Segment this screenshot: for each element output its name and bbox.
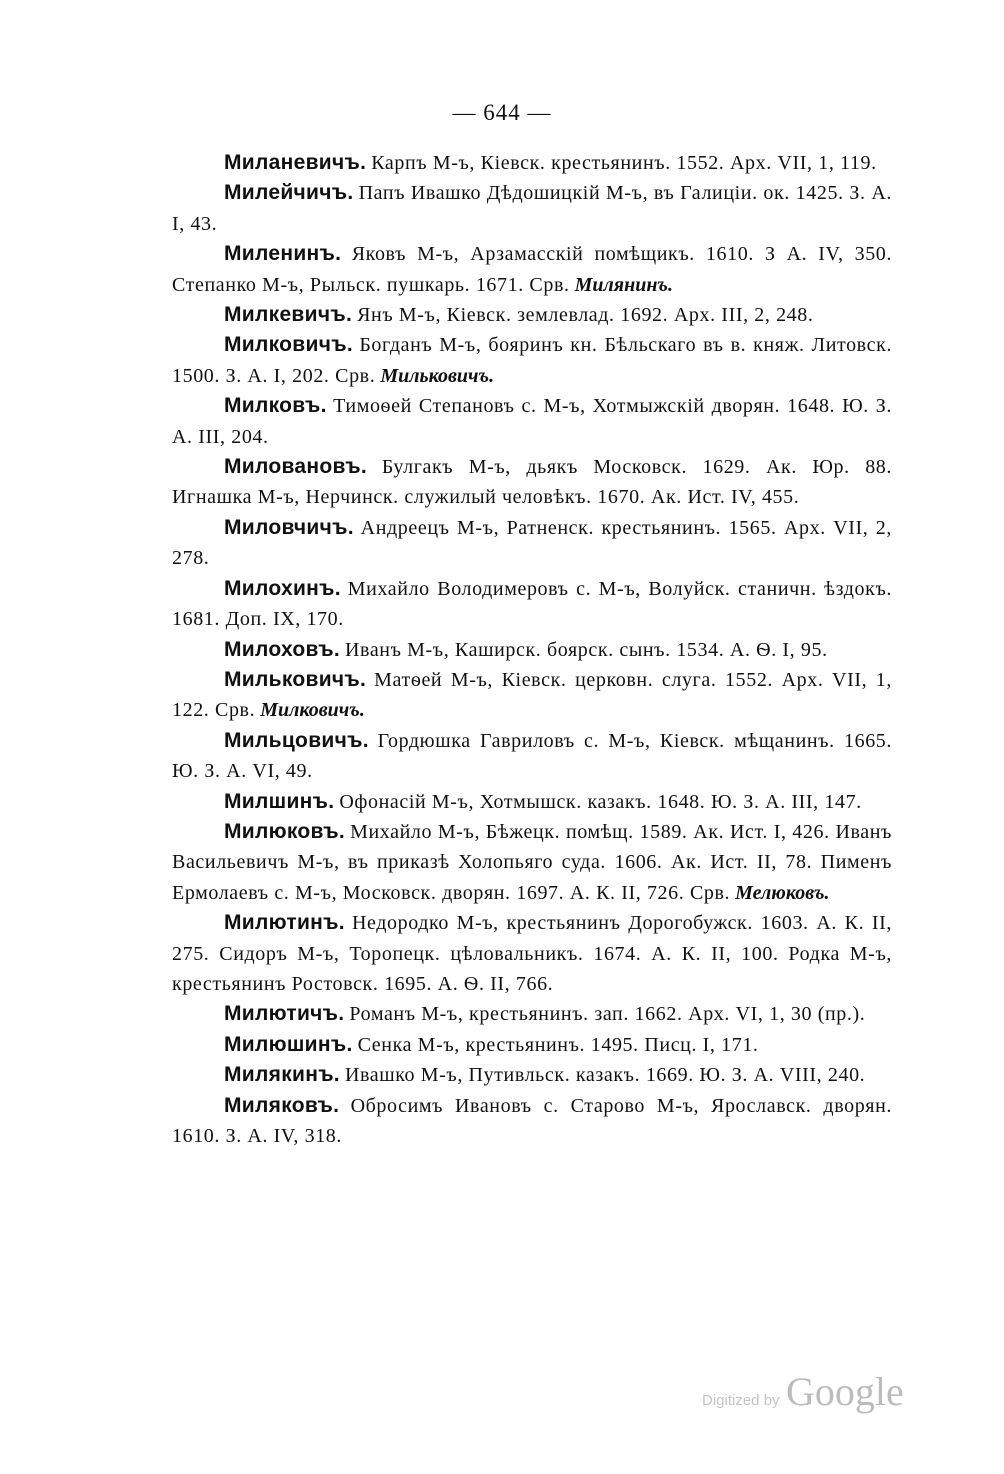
- entry-text: Иванъ М-ъ, Каширск. боярск. сынъ. 1534. А. Ѳ. I, 95.: [345, 638, 828, 661]
- page-number: — 644 —: [452, 100, 552, 125]
- entry-headword: Милюковъ.: [224, 819, 345, 843]
- entry-text: Андреецъ М-ъ, Ратненск. крестьянинъ. 1565. Арх. VII, 2, 278.: [172, 516, 892, 570]
- entry: [172, 817, 892, 908]
- entry-text: Сенка М-ъ, крестьянинъ. 1495. Писц. I, 171.: [357, 1033, 759, 1056]
- entry-headword: Милютичъ.: [224, 1002, 345, 1026]
- cross-reference: Мильковичъ.: [380, 364, 495, 387]
- entry-text: Карпъ М-ъ, Кіевск. крестьянинъ. 1552. Арх. VII, 1, 119.: [371, 152, 877, 174]
- entry-headword: Миланевичъ.: [224, 151, 367, 174]
- entry-text: Михайло Володимеровъ с. М-ъ, Волуйск. станичн. ѣздокъ. 1681. Доп. IX, 170.: [172, 577, 893, 631]
- entry-text: Михайло М-ъ, Бѣжецк. помѣщ. 1589. Ак. Ист. I, 426. Иванъ Васильевичъ М-ъ, въ приказѣ Холопьяго суда. 1606. Ак. Ист. II, 78. Пименъ Ермолаевъ с. М-ъ, Московск. дворян. 1697. А. К. II, 726. Срв.: [172, 820, 892, 904]
- entry-headword: Миловановъ.: [224, 455, 367, 479]
- entry: [172, 452, 892, 513]
- entry: [172, 300, 892, 330]
- entry-headword: Миловчичъ.: [224, 515, 354, 539]
- entry-text: Гордюшка Гавриловъ с. М-ъ, Кіевск. мѣщанинъ. 1665. Ю. З. А. VI, 49.: [172, 729, 893, 783]
- entry-headword: Милохинъ.: [224, 576, 341, 600]
- entry-text: Матѳей М-ъ, Кіевск. церковн. слуга. 1552. Арх. VII, 1, 122. Срв.: [172, 668, 893, 722]
- entry: [172, 999, 892, 1029]
- entry: [172, 148, 892, 178]
- cross-reference: Мелюковъ.: [735, 881, 830, 904]
- entry-text: Недородко М-ъ, крестьянинъ Дорогобужск. 1603. А. К. II, 275. Сидоръ М-ъ, Торопецк. цѣловальникъ. 1674. А. К. II, 100. Родка М-ъ, крестьянинъ Ростовск. 1695. А. Ѳ. II, 766.: [172, 912, 893, 995]
- entry-headword: Милякинъ.: [224, 1063, 340, 1087]
- entry-headword: Милоховъ.: [224, 637, 340, 661]
- entry-text: Офонасій М-ъ, Хотмышск. казакъ. 1648. Ю. З. А. III, 147.: [339, 790, 862, 813]
- entry: [172, 665, 892, 726]
- digitization-watermark: [702, 1368, 904, 1415]
- cross-reference: Милянинъ.: [574, 273, 673, 296]
- entry-headword: Милковичъ.: [224, 333, 353, 357]
- entry-headword: Мильцовичъ.: [224, 728, 369, 752]
- entry-headword: Милшинъ.: [224, 789, 335, 813]
- entry-headword: Милютинъ.: [224, 911, 345, 935]
- entry: [172, 574, 892, 635]
- entry-headword: Милкевичъ.: [224, 303, 353, 327]
- watermark-digitized-by: Digitized by: [702, 1392, 780, 1409]
- entry-headword: Миляковъ.: [224, 1093, 340, 1117]
- entry-text: Янъ М-ъ, Кіевск. землевлад. 1692. Арх. III, 2, 248.: [357, 304, 814, 327]
- entry: [172, 391, 892, 452]
- entry-text: Богданъ М-ъ, бояринъ кн. Бѣльскаго въ в. княж. Литовск. 1500. З. А. I, 202. Срв.: [172, 334, 893, 387]
- entry-text: Ивашко М-ъ, Путивльск. казакъ. 1669. Ю. З. А. VIII, 240.: [344, 1064, 866, 1087]
- entry: [172, 787, 892, 817]
- entry: [172, 178, 892, 239]
- entry: [172, 1091, 892, 1152]
- entry-text: Тимоѳей Степановъ с. М-ъ, Хотмыжскій дворян. 1648. Ю. З. А. III, 204.: [172, 395, 892, 448]
- entry-headword: Миленинъ.: [224, 242, 342, 266]
- watermark-brand-logo: Google: [786, 1369, 904, 1414]
- entry-headword: Милковъ.: [224, 394, 327, 418]
- dictionary-entries: [172, 148, 892, 1151]
- entry-text: Булгакъ М-ъ, дьякъ Московск. 1629. Ак. Юр. 88. Игнашка М-ъ, Нерчинск. служилый человѣкъ. 1670. Ак. Ист. IV, 455.: [172, 456, 892, 509]
- entry-text: Романъ М-ъ, крестьянинъ. зап. 1662. Арх. VI, 1, 30 (пр.).: [349, 1003, 866, 1026]
- entry: [172, 908, 892, 999]
- entry-headword: Милюшинъ.: [224, 1032, 353, 1056]
- entry-text: Папъ Ивашко Дѣдошицкій М-ъ, въ Галиціи. ок. 1425. З. А. I, 43.: [172, 182, 893, 235]
- cross-reference: Милковичъ.: [260, 699, 365, 722]
- entry-headword: Мильковичъ.: [224, 667, 367, 691]
- entry: [172, 1060, 892, 1090]
- entry: [172, 330, 892, 391]
- entry: [172, 513, 892, 574]
- entry-text: Яковъ М-ъ, Арзамасскій помѣщикъ. 1610. З А. IV, 350. Степанко М-ъ, Рыльск. пушкарь. 1671. Срв.: [172, 243, 893, 296]
- entry-headword: Милейчичъ.: [224, 181, 354, 205]
- entry: [172, 635, 892, 665]
- entry-text: Обросимъ Ивановъ с. Старово М-ъ, Ярославск. дворян. 1610. З. А. IV, 318.: [172, 1094, 892, 1147]
- entry: [172, 726, 892, 787]
- entry: [172, 1030, 892, 1060]
- entry: [172, 239, 892, 300]
